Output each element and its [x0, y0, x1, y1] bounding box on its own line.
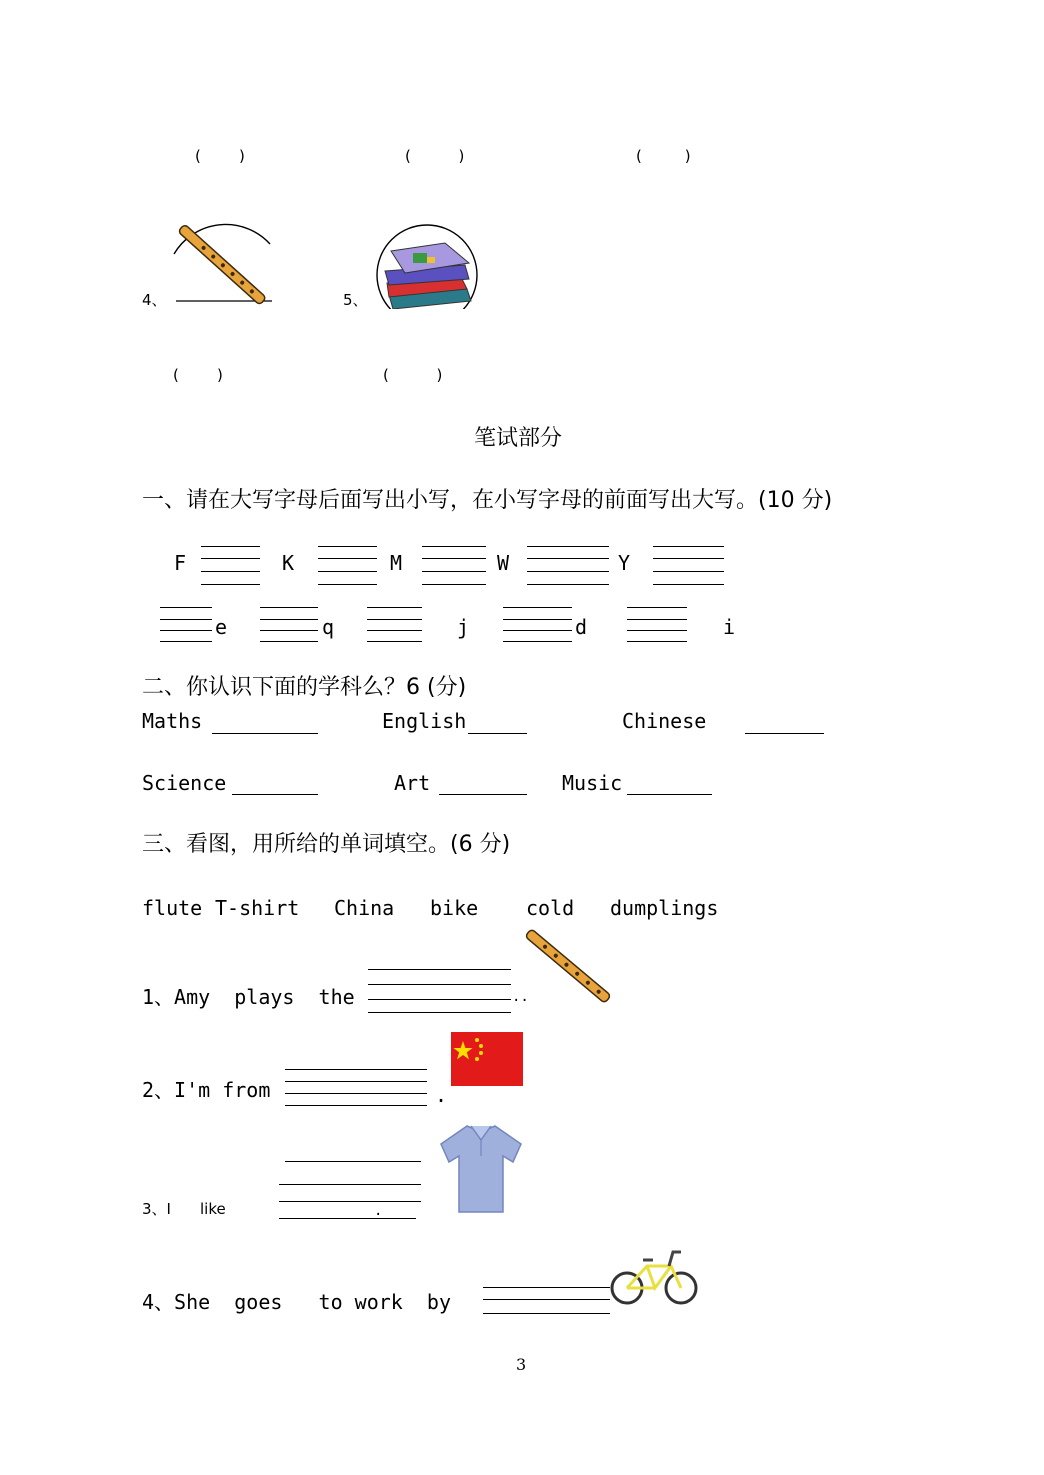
flute-picture — [524, 928, 612, 1004]
answer-line[interactable] — [279, 1218, 416, 1219]
answer-line[interactable] — [232, 794, 318, 795]
answer-bracket-2[interactable]: ( ) — [405, 147, 465, 165]
word-bank-item: China — [334, 896, 395, 920]
question-3-number: 3、I — [142, 1200, 171, 1218]
uppercase-writing-lines[interactable] — [627, 607, 687, 643]
uppercase-writing-lines[interactable] — [160, 607, 212, 643]
flute-picture — [172, 219, 272, 309]
lowercase-writing-lines[interactable] — [527, 546, 609, 586]
question-1-end: .. — [512, 989, 529, 1005]
subject-music: Music — [562, 771, 623, 795]
books-picture — [375, 221, 480, 309]
lowercase-writing-lines[interactable] — [318, 546, 377, 586]
question-3-word: like — [200, 1200, 226, 1218]
uppercase-writing-lines[interactable] — [260, 607, 318, 643]
answer-line[interactable] — [439, 794, 527, 795]
uppercase-letter: F — [174, 551, 187, 575]
answer-line[interactable] — [279, 1201, 421, 1202]
lowercase-letter: e — [215, 615, 228, 639]
word-bank-item: dumplings — [610, 896, 719, 920]
subject-maths: Maths — [142, 709, 203, 733]
uppercase-letter: K — [282, 551, 295, 575]
tshirt-picture — [437, 1122, 525, 1214]
question-4-text: 4、She goes to work by — [142, 1290, 451, 1314]
subject-art: Art — [394, 771, 431, 795]
item-5-number: 5、 — [343, 291, 368, 309]
answer-writing-lines[interactable] — [483, 1287, 610, 1315]
uppercase-writing-lines[interactable] — [503, 607, 572, 643]
lowercase-letter: j — [457, 615, 470, 639]
question-2-end: . — [435, 1083, 448, 1107]
word-bank-item: bike — [430, 896, 479, 920]
flute-icon — [172, 219, 272, 309]
uppercase-letter: Y — [618, 551, 631, 575]
subject-chinese: Chinese — [622, 709, 707, 733]
question-2-text: 2、I'm from — [142, 1078, 271, 1102]
bike-icon — [609, 1244, 702, 1308]
word-bank-item: T-shirt — [215, 896, 300, 920]
subject-english: English — [382, 709, 467, 733]
word-bank-item: flute — [142, 896, 203, 920]
lowercase-letter: i — [723, 615, 736, 639]
section-3-heading: 三、看图，用所给的单词填空。(6 分) — [142, 832, 511, 857]
word-bank-item: cold — [526, 896, 575, 920]
uppercase-writing-lines[interactable] — [367, 607, 422, 643]
answer-bracket-5[interactable]: ( ) — [383, 366, 443, 384]
china-flag-icon — [451, 1032, 523, 1086]
answer-line[interactable] — [279, 1184, 421, 1185]
lowercase-writing-lines[interactable] — [422, 546, 486, 586]
subject-science: Science — [142, 771, 227, 795]
uppercase-letter: W — [497, 551, 510, 575]
answer-line[interactable] — [468, 733, 527, 734]
answer-bracket-1[interactable]: ( ) — [195, 147, 245, 165]
page-number: 3 — [516, 1355, 527, 1374]
section-title: 笔试部分 — [474, 426, 563, 451]
answer-bracket-4[interactable]: ( ) — [173, 366, 223, 384]
answer-writing-lines[interactable] — [368, 969, 511, 1013]
answer-line[interactable] — [745, 733, 824, 734]
answer-writing-lines[interactable] — [285, 1069, 427, 1107]
section-2-heading: 二、你认识下面的学科么？6 (分) — [142, 675, 467, 700]
lowercase-letter: d — [575, 615, 588, 639]
lowercase-writing-lines[interactable] — [653, 546, 724, 586]
question-3-end: . — [374, 1203, 383, 1219]
question-1-text: 1、Amy plays the — [142, 985, 355, 1009]
tshirt-icon — [437, 1122, 525, 1214]
answer-line[interactable] — [212, 733, 318, 734]
section-1-heading: 一、请在大写字母后面写出小写，在小写字母的前面写出大写。(10 分) — [142, 488, 833, 513]
books-icon — [375, 221, 480, 309]
bike-picture — [609, 1244, 702, 1308]
answer-line[interactable] — [627, 794, 712, 795]
flute-icon — [524, 928, 612, 1004]
answer-bracket-3[interactable]: ( ) — [636, 147, 691, 165]
lowercase-writing-lines[interactable] — [201, 546, 260, 586]
uppercase-letter: M — [390, 551, 403, 575]
lowercase-letter: q — [322, 615, 335, 639]
china-flag-picture — [451, 1032, 523, 1086]
item-4-number: 4、 — [142, 291, 167, 309]
answer-line[interactable] — [285, 1161, 421, 1162]
